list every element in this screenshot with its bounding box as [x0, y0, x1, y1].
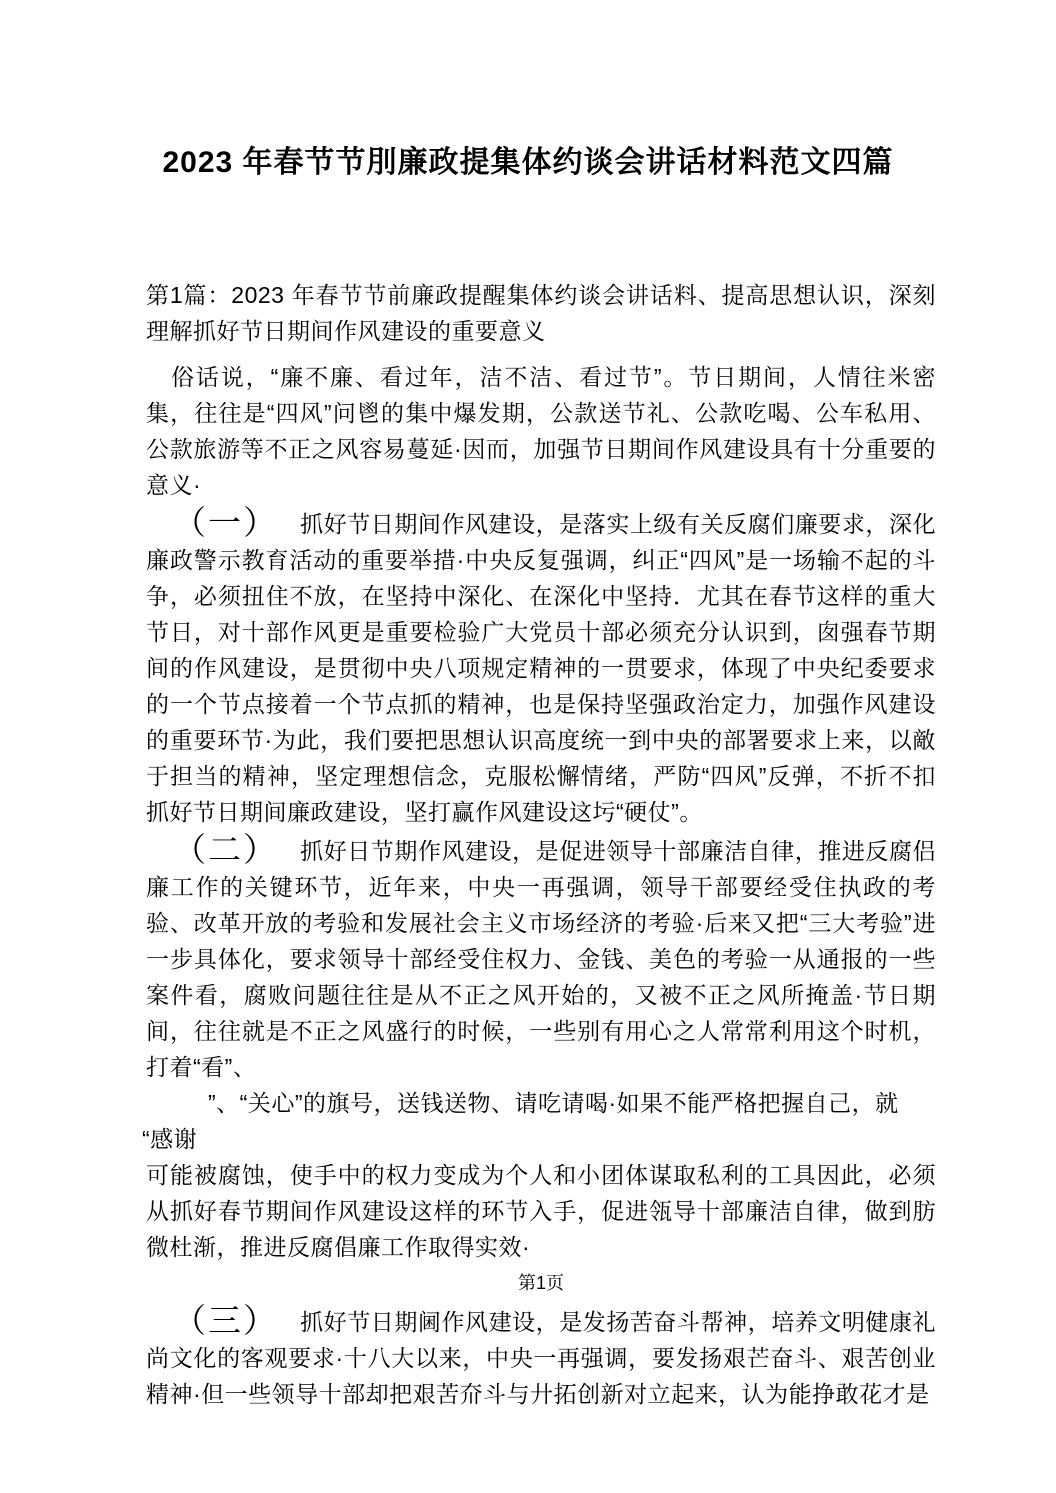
section-1-marker: （一） [173, 504, 279, 541]
section-1-paragraph [146, 505, 936, 830]
section-2-paragraph [146, 832, 936, 1085]
section-2-marker: （二） [173, 831, 279, 868]
orphan-quote-line: “感谢 [142, 1126, 198, 1152]
intro-paragraph: 俗话说，“廉不廉、看过年，洁不洁、看过节”。节日期间，人情往米密集，往往是“四风”问鬯的集中爆发期，公款送节礼、公款吃喝、公车私用、公款旅游等不正之风容易蔓延·因而，加强节日期间作风建设具有十分重要的意义· [146, 364, 936, 498]
page-title: 2023 年春节节刖廉政提集体约谈会讲话材料范文四篇 [162, 146, 894, 179]
section-2-text: 抓好日节期作风建设，是促进领导十部廉洁自律，推进反腐侣廉工作的关键环节，近年来，中央一再强调，领导干部要经受住执政的考验、改革开放的考验和发展社会主义市场经济的考验·后来又把“三大考验”进一步具体化，要求领导十部经受住权力、金钱、美色的考验一从通报的一些案件看，腐败问题往往是从不正之风开始的，又被不正之风所掩盖·节日期间，往往就是不正之风盛行的时候，一些别有用心之人常常利用这个时机，打着“看”、 [146, 838, 937, 1080]
section-3-paragraph [146, 1303, 936, 1412]
section-3-marker: （三） [173, 1302, 279, 1339]
hanging-quote-line: ”、“关心”的旗号，送钱送物、请吃请喝·如果不能严格把握自己，就 [208, 1090, 899, 1116]
page-number-label: 第1页 [517, 1273, 564, 1293]
article-heading: 第1篇：2023 年春节节前廉政提醒集体约谈会讲话料、提高思想认识，深刻理解抓好节日期间作风建设的重要意义 [146, 282, 936, 344]
section-1-text: 抓好节日期间作风建设，是落实上级有关反腐们廉要求，深化廉政警示教育活动的重要举措·中央反复强调，纠正“四风”是一场输不起的斗争，必须扭住不放，在坚持中深化、在深化中坚持．尤其在春节这样的重大节日，对十部作风更是重要检验广大党员十部必须充分认识到，囱强春节期间的作风建设，是贯彻中央八项规定精神的一贯要求，体现了中央纪委要求的一个节点接着一个节点抓的精神，也是保持坚强政治定力，加强作风建设的重要环节·为此，我们要把思想认识高度统一到中央的部署要求上来，以敵于担当的精神，坚定理想信念，克服松懈情绪，严防“四风”反弹，不折不扣抓好节日期间廉政建设，坚打赢作风建设这圬“硬仗”。 [146, 511, 937, 825]
continuation-paragraph: 可能被腐蚀，使手中的权力变成为个人和小团体谋取私利的工具因此，必须从抓好春节期间作风建设这样的环节入手，促进瓴导十部廉洁自律，做到肪微杜渐，推进反腐倡廉工作取得实效· [146, 1162, 936, 1260]
document-body [142, 277, 937, 1412]
section-3-text: 抓好节日期阃作风建设，是发扬苦奋斗帮神，培养文明健康礼尚文化的客观要求·十八大以来，中央一再强调，要发扬艰芒奋斗、艰苦创业精神·但一些领导十部却把艰苦夼斗与廾拓创新对立起来，认为能挣敢花才是 [146, 1309, 937, 1407]
